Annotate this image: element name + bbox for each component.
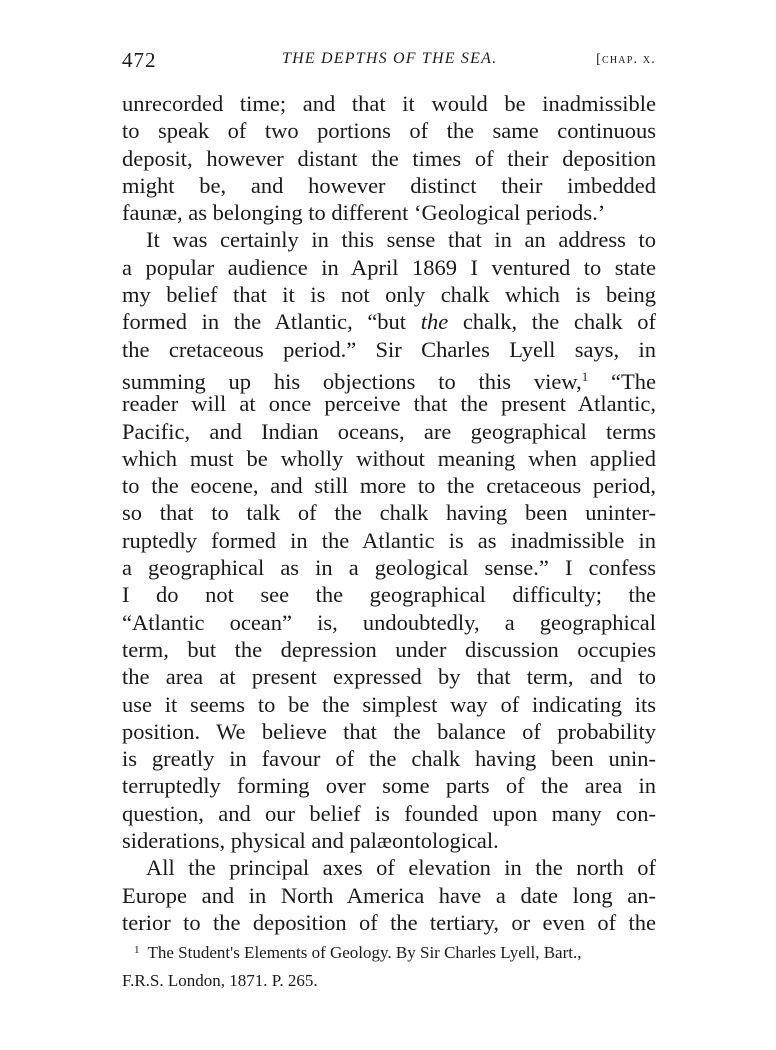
text-line: which must be wholly without meaning when applied <box>122 445 656 471</box>
text-line: position. We believe that the balance of probability <box>122 718 656 744</box>
text-line: terior to the deposition of the tertiary, or even of the <box>122 909 656 935</box>
running-title: THE DEPTHS OF THE SEA. <box>282 50 498 67</box>
text-line: question, and our belief is founded upon many con- <box>122 800 656 826</box>
text-line: a popular audience in April 1869 I ventured to state <box>122 254 656 280</box>
text-line: Europe and in North America have a date long an- <box>122 882 656 908</box>
text-line: I do not see the geographical difficulty; the <box>122 582 656 608</box>
chapter-reference: [chap. x. <box>596 52 656 67</box>
page-number: 472 <box>122 48 157 72</box>
text-line: to the eocene, and still more to the cretaceous period, <box>122 473 656 499</box>
text-line: the area at present expressed by that term, and to <box>122 664 656 690</box>
footnote-reference: 1 <box>581 368 589 384</box>
text-segment: summing up his objections to this view, <box>122 368 582 394</box>
text-line: my belief that it is not only chalk which is being <box>122 282 656 308</box>
text-line: terruptedly forming over some parts of the area in <box>122 773 656 799</box>
text-line: unrecorded time; and that it would be inadmissible <box>122 91 656 116</box>
text-line: All the principal axes of elevation in the north of <box>146 855 656 881</box>
footnote-line <box>122 936 656 967</box>
text-line-with-footnote-ref <box>122 363 656 394</box>
footnotes <box>122 936 656 995</box>
text-line: is greatly in favour of the chalk having been unin- <box>122 746 656 772</box>
text-line: a geographical as in a geological sense.” I confess <box>122 555 656 581</box>
text-line: the cretaceous period.” Sir Charles Lyell says, in <box>122 336 656 362</box>
text-line-with-italic <box>122 308 656 335</box>
text-segment: chalk, the chalk of <box>462 309 656 335</box>
italic-word: the <box>420 309 449 335</box>
footnote-text: The Student's Elements of Geology. By Sir Charles Lyell, Bart., <box>147 943 582 962</box>
text-line: might be, and however distinct their imbedded <box>122 172 656 198</box>
text-line: deposit, however distant the times of their deposition <box>122 145 656 171</box>
text-line: ruptedly formed in the Atlantic is as inadmissible in <box>122 527 656 553</box>
footnote-line: F.R.S. London, 1871. P. 265. <box>122 971 318 990</box>
text-segment: formed in the Atlantic, “but <box>122 309 407 335</box>
text-line: Pacific, and Indian oceans, are geographical terms <box>122 418 656 444</box>
text-line: so that to talk of the chalk having been uninter- <box>122 500 656 526</box>
text-line: term, but the depression under discussion occupies <box>122 636 656 662</box>
text-line: to speak of two portions of the same continuous <box>122 118 656 144</box>
text-line: faunæ, as belonging to different ‘Geological periods.’ <box>122 200 606 226</box>
footnote-marker: 1 <box>134 944 140 956</box>
text-line: “Atlantic ocean” is, undoubtedly, a geographical <box>122 609 656 635</box>
text-line: It was certainly in this sense that in an address to <box>146 227 656 253</box>
text-segment: “The <box>611 368 656 394</box>
text-line: use it seems to be the simplest way of indicating its <box>122 691 656 717</box>
body-text <box>122 90 656 936</box>
page-header <box>122 48 656 72</box>
text-line: siderations, physical and palæontological. <box>122 828 499 854</box>
text-line: reader will at once perceive that the present Atlantic, <box>122 391 656 417</box>
